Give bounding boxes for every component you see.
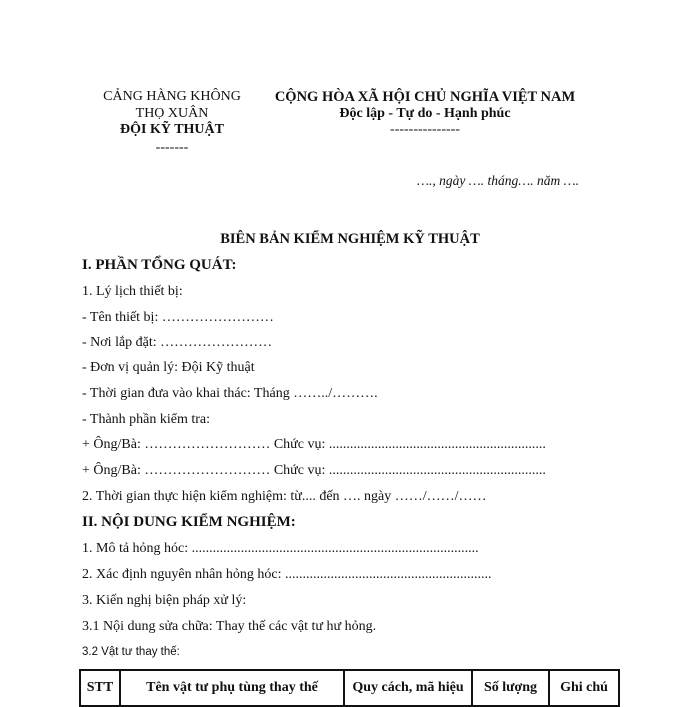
managing-unit-line: - Đơn vị quản lý: Đội Kỹ thuật	[82, 360, 255, 375]
repair-content-line: 3.1 Nội dung sửa chữa: Thay thế các vật tư hư hỏng.	[82, 619, 377, 634]
install-location-line: - Nơi lắp đặt: ……………………	[82, 335, 273, 350]
country-name: CỘNG HÒA XÃ HỘI CHỦ NGHĨA VIỆT NAM	[274, 89, 576, 105]
inspection-members-line: - Thành phần kiểm tra:	[82, 412, 211, 427]
recommendation-line: 3. Kiến nghị biện pháp xử lý:	[82, 593, 247, 608]
cause-line: 2. Xác định nguyên nhân hỏng hóc: ...........................................................	[82, 567, 492, 582]
column-header-material-name: Tên vật tư phụ tùng thay thế	[120, 670, 344, 706]
replacement-materials-line: 3.2 Vật tư thay thế:	[82, 646, 180, 658]
member-line: + Ông/Bà: ……………………… Chức vụ: ..............................................................	[82, 437, 546, 452]
section1-line: 1. Lý lịch thiết bị:	[82, 284, 183, 299]
date-line: …., ngày …. tháng…. năm ….	[417, 173, 580, 188]
org-name-line2: THỌ XUÂN	[135, 106, 209, 121]
inspection-time-line: 2. Thời gian thực hiện kiểm nghiệm: từ.... đến …. ngày ……/……/……	[82, 489, 487, 504]
member-line: + Ông/Bà: ……………………… Chức vụ: ..............................................................	[82, 463, 546, 478]
column-header-spec-code: Quy cách, mã hiệu	[344, 670, 472, 706]
section2-heading: II. NỘI DUNG KIỂM NGHIỆM:	[82, 514, 296, 530]
motto-divider: ---------------	[390, 122, 460, 137]
document-title: BIÊN BẢN KIỂM NGHIỆM KỸ THUẬT	[220, 231, 480, 247]
table-header-row	[80, 670, 619, 706]
org-divider: -------	[155, 140, 189, 155]
commissioning-date-line: - Thời gian đưa vào khai thác: Tháng ……../……….	[82, 386, 378, 401]
motto: Độc lập - Tự do - Hạnh phúc	[339, 106, 511, 121]
column-header-quantity: Số lượng	[472, 670, 549, 706]
device-name-line: - Tên thiết bị: ……………………	[82, 310, 274, 325]
materials-table	[79, 669, 620, 707]
column-header-stt: STT	[80, 670, 120, 706]
column-header-notes: Ghi chú	[549, 670, 619, 706]
org-department: ĐỘI KỸ THUẬT	[120, 122, 224, 137]
damage-description-line: 1. Mô tả hỏng hóc: ..................................................................................	[82, 541, 479, 556]
section1-heading: I. PHẦN TỔNG QUÁT:	[82, 257, 237, 273]
org-name-line1: CẢNG HÀNG KHÔNG	[103, 89, 241, 104]
